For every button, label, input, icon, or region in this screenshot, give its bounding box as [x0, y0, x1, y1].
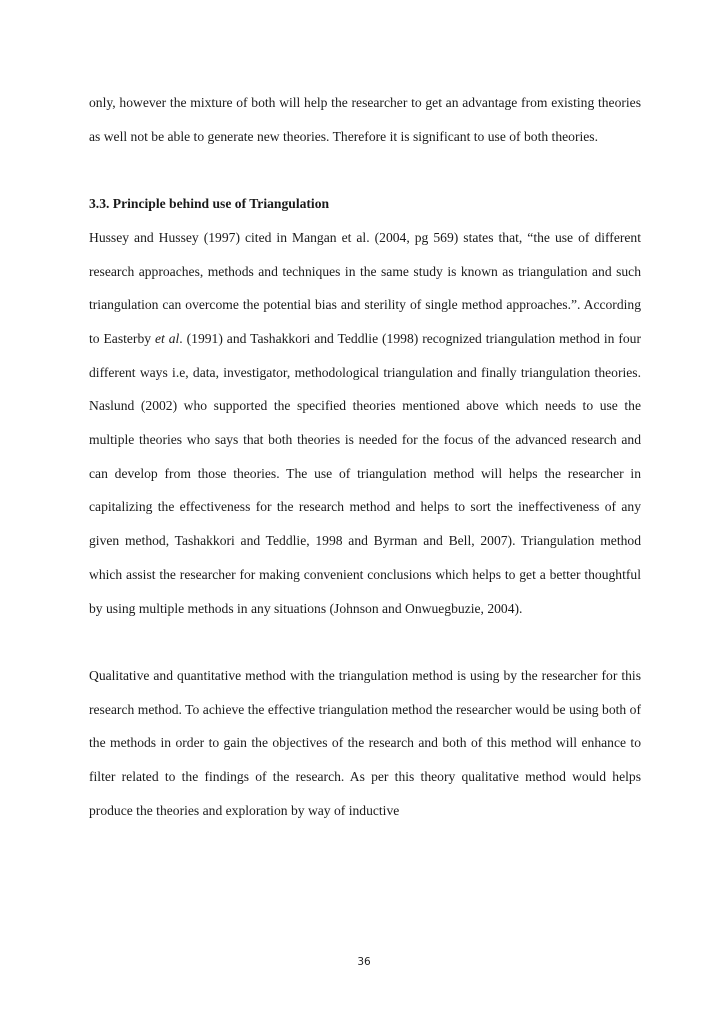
paragraph-spacer: [89, 625, 641, 659]
paragraph-spacer: [89, 153, 641, 187]
paragraph-triangulation-part-2: . (1991) and Tashakkori and Teddlie (1998) recognized triangulation method in four different ways i.e, data, investigator, methodological triangulation and finally triangulation theories. Naslund (2002) who supported the specified theories mentioned above which needs to use the multiple theories who says that both theories is needed for the focus of the advanced research and can develop from those theories. The use of triangulation method will helps the researcher in capitalizing the effectiveness for the research method and helps to sort the ineffectiveness of any given method, Tashakkori and Teddlie, 1998 and Byrman and Bell, 2007). Triangulation method which assist the researcher for making convenient conclusions which helps to get a better thoughtful by using multiple methods in any situations (Johnson and Onwuegbuzie, 2004).: [89, 330, 641, 616]
paragraph-triangulation-part-1: Hussey and Hussey (1997) cited in Mangan et al. (2004, pg 569) states that, “the use of different research approaches, methods and techniques in the same study is known as triangulation and such triangulation can overcome the potential bias and sterility of single method approaches.”. According to Easterby: [89, 229, 641, 346]
document-body: [89, 86, 641, 827]
page-number: 36: [357, 956, 371, 968]
paragraph-triangulation: [89, 221, 641, 625]
paragraph-qualitative-quantitative: Qualitative and quantitative method with the triangulation method is using by the researcher for this research method. To achieve the effective triangulation method the researcher would be using both of the methods in order to gain the objectives of the research and both of this method will enhance to filter related to the findings of the research. As per this theory qualitative method would helps produce the theories and exploration by way of inductive: [89, 667, 641, 818]
et-al-italic: et al: [154, 330, 180, 346]
section-heading: 3.3. Principle behind use of Triangulation: [89, 196, 330, 212]
paragraph-continuation: only, however the mixture of both will help the researcher to get an advantage from existing theories as well not be able to generate new theories. Therefore it is significant to use of both theories.: [89, 95, 641, 144]
